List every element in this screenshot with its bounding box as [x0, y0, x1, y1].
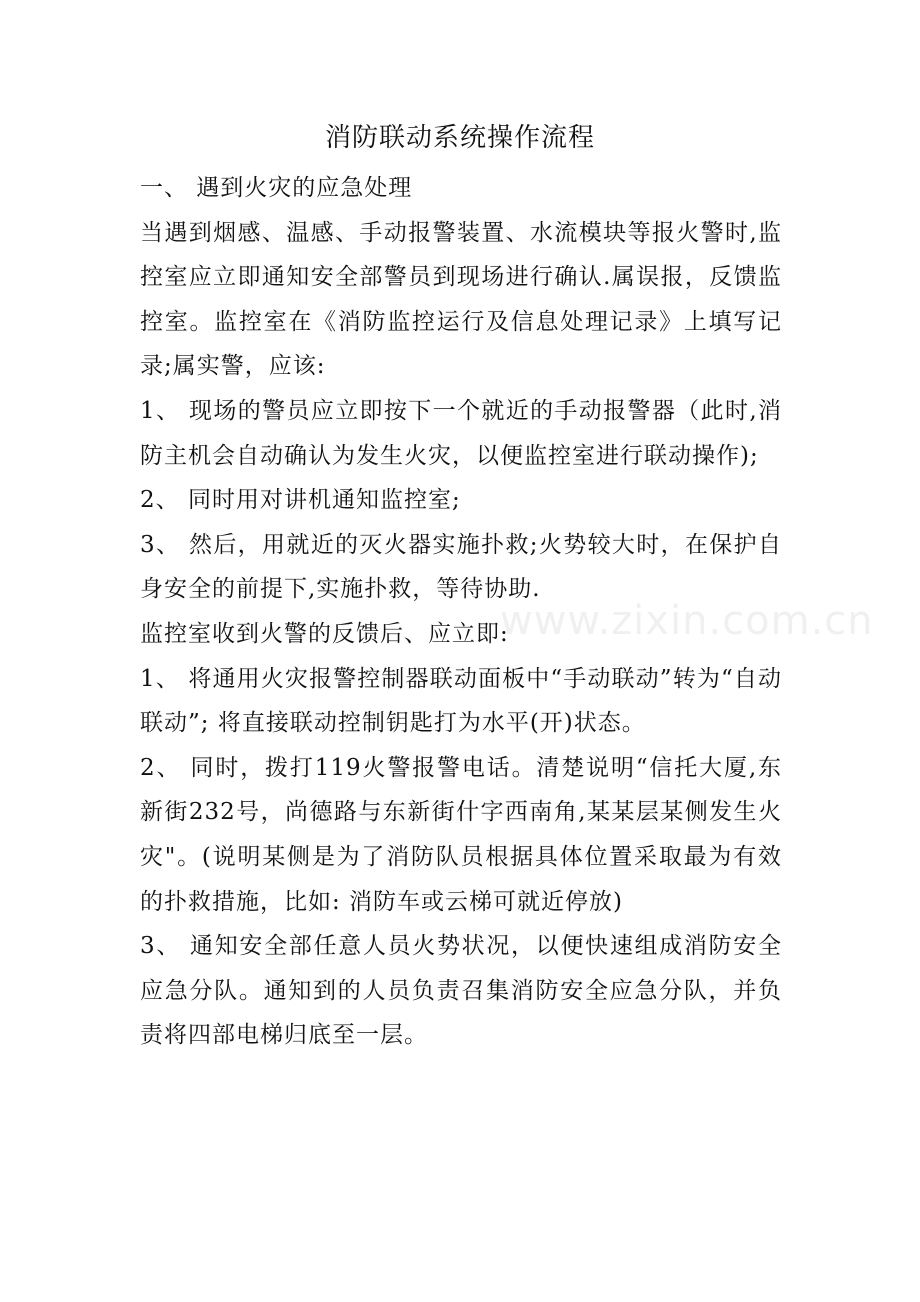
paragraph: 监控室收到火警的反馈后、应立即: — [140, 620, 509, 647]
paragraph: 3、 通知安全部任意人员火势状况，以便快速组成消防安全应急分队。通知到的人员负责召集消防安全应急分队，并负责将四部电梯归底至一层。 — [140, 933, 782, 1049]
paragraph: 2、 同时用对讲机通知监控室; — [140, 487, 461, 514]
paragraph: 2、 同时，拨打119火警报警电话。清楚说明“信托大厦,东新街232号，尚德路与东新街什字西南角,某某层某侧发生火灾"。(说明某侧是为了消防队员根据具体位置采取最为有效的扑救措施，比如: 消防车或云梯可就近停放) — [140, 754, 782, 915]
watermark: www.zixin.com.cn — [500, 598, 874, 644]
paragraph: 1、 将通用火灾报警控制器联动面板中“手动联动”转为“自动联动”; 将直接联动控制钥匙打为水平(开)状态。 — [140, 665, 782, 737]
section-heading: 一、 遇到火灾的应急处理 — [140, 175, 413, 201]
paragraph: 1、 现场的警员应立即按下一个就近的手动报警器（此时,消防主机会自动确认为发生火灾，以便监控室进行联动操作); — [140, 397, 782, 469]
paragraph: 3、 然后，用就近的灭火器实施扑救;火势较大时，在保护自身安全的前提下,实施扑救，等待协助. — [140, 531, 782, 603]
document-title: 消防联动系统操作流程 — [324, 123, 595, 153]
paragraph: 当遇到烟感、温感、手动报警装置、水流模块等报火警时,监控室应立即通知安全部警员到现场进行确认.属误报，反馈监控室。监控室在《消防监控运行及信息处理记录》上填写记录;属实警，应该: — [140, 219, 782, 380]
